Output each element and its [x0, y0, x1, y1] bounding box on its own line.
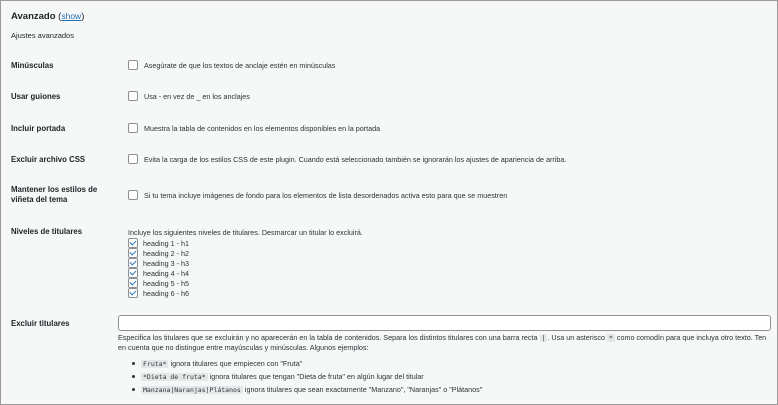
bullets-label-line2: viñeta del tema — [11, 195, 68, 204]
lowercase-text: Asegúrate de que los textos de anclaje estén en minúsculas — [144, 60, 336, 70]
pipe-code: | — [541, 334, 546, 342]
bullets-checkbox[interactable] — [128, 190, 138, 200]
exclude-css-option[interactable] — [128, 154, 566, 164]
lowercase-option[interactable] — [128, 60, 335, 70]
section-subtitle: Ajustes avanzados — [11, 31, 74, 40]
heading-level-item[interactable]: heading 1 - h1 — [128, 238, 189, 248]
bullets-label — [11, 185, 97, 205]
section-title-text: Avanzado — [11, 11, 56, 22]
heading-5-checkbox[interactable] — [128, 278, 138, 288]
lowercase-checkbox[interactable] — [128, 60, 138, 70]
exclude-headings-label: Excluir titulares — [11, 319, 70, 328]
heading-6-checkbox[interactable] — [128, 288, 138, 298]
bullets-label-line1: Mantener los estilos de — [11, 185, 98, 194]
heading-level-item[interactable]: heading 4 - h4 — [128, 268, 189, 278]
homepage-text: Muestra la tabla de contenidos en los elementos disponibles en la portada — [144, 123, 381, 133]
list-item: *Dieta de fruta* ignora titulares que tengan "Dieta de fruta" en algún lugar del titular — [132, 370, 482, 383]
list-item: Fruta* ignora titulares que empiecen con "Fruta" — [132, 357, 482, 370]
heading-level-item[interactable]: heading 2 - h2 — [128, 248, 189, 258]
homepage-label: Incluir portada — [11, 124, 66, 133]
heading-3-checkbox[interactable] — [128, 258, 138, 268]
heading-levels-description: Incluye los siguientes niveles de titulares. Desmarcar un titular lo excluirá. — [128, 228, 363, 237]
examples-list — [132, 357, 482, 396]
asterisk-code: * — [608, 334, 613, 342]
lowercase-label: Minúsculas — [11, 61, 54, 70]
heading-level-item[interactable]: heading 6 - h6 — [128, 288, 189, 298]
exclude-css-checkbox[interactable] — [128, 154, 138, 164]
heading-level-item[interactable]: heading 3 - h3 — [128, 258, 189, 268]
section-title: Avanzado (show) — [11, 11, 85, 22]
list-item: Manzana|Naranjas|Plátanos ignora titulares que sean exactamente "Manzano", "Naranjas" o "Plátanos" — [132, 383, 482, 396]
exclude-css-text: Evita la carga de los estilos CSS de este plugin. Cuando está seleccionado también se ignorarán los ajustes de apariencia de arriba. — [144, 154, 567, 164]
heading-level-item[interactable]: heading 5 - h5 — [128, 278, 189, 288]
exclude-headings-description: Especifica los titulares que se excluirán y no aparecerán en la tabla de contenidos. Separa los distintos titulares con una barra recta | . Usa un asterisco * como comodín para que incluya otro texto. Ten en cuenta que no distingue entre mayúsculas y minúsculas. Algunos ejemplos: — [118, 333, 767, 352]
show-link[interactable]: show — [61, 11, 82, 21]
homepage-option[interactable] — [128, 123, 380, 133]
hyphens-label: Usar guiones — [11, 92, 61, 101]
bullets-text: Si tu tema incluye imágenes de fondo para los elementos de lista desordenados activa esto para que se muestren — [144, 190, 508, 200]
exclude-headings-input[interactable] — [118, 315, 771, 331]
hyphens-option[interactable] — [128, 91, 250, 101]
hyphens-text: Usa - en vez de _ en los anclajes — [144, 91, 250, 101]
heading-levels-label: Niveles de titulares — [11, 227, 83, 236]
hyphens-checkbox[interactable] — [128, 91, 138, 101]
exclude-css-label: Excluir archivo CSS — [11, 155, 86, 164]
heading-1-checkbox[interactable] — [128, 238, 138, 248]
homepage-checkbox[interactable] — [128, 123, 138, 133]
heading-4-checkbox[interactable] — [128, 268, 138, 278]
heading-levels-list — [128, 238, 189, 298]
bullets-option[interactable] — [128, 190, 507, 200]
heading-2-checkbox[interactable] — [128, 248, 138, 258]
